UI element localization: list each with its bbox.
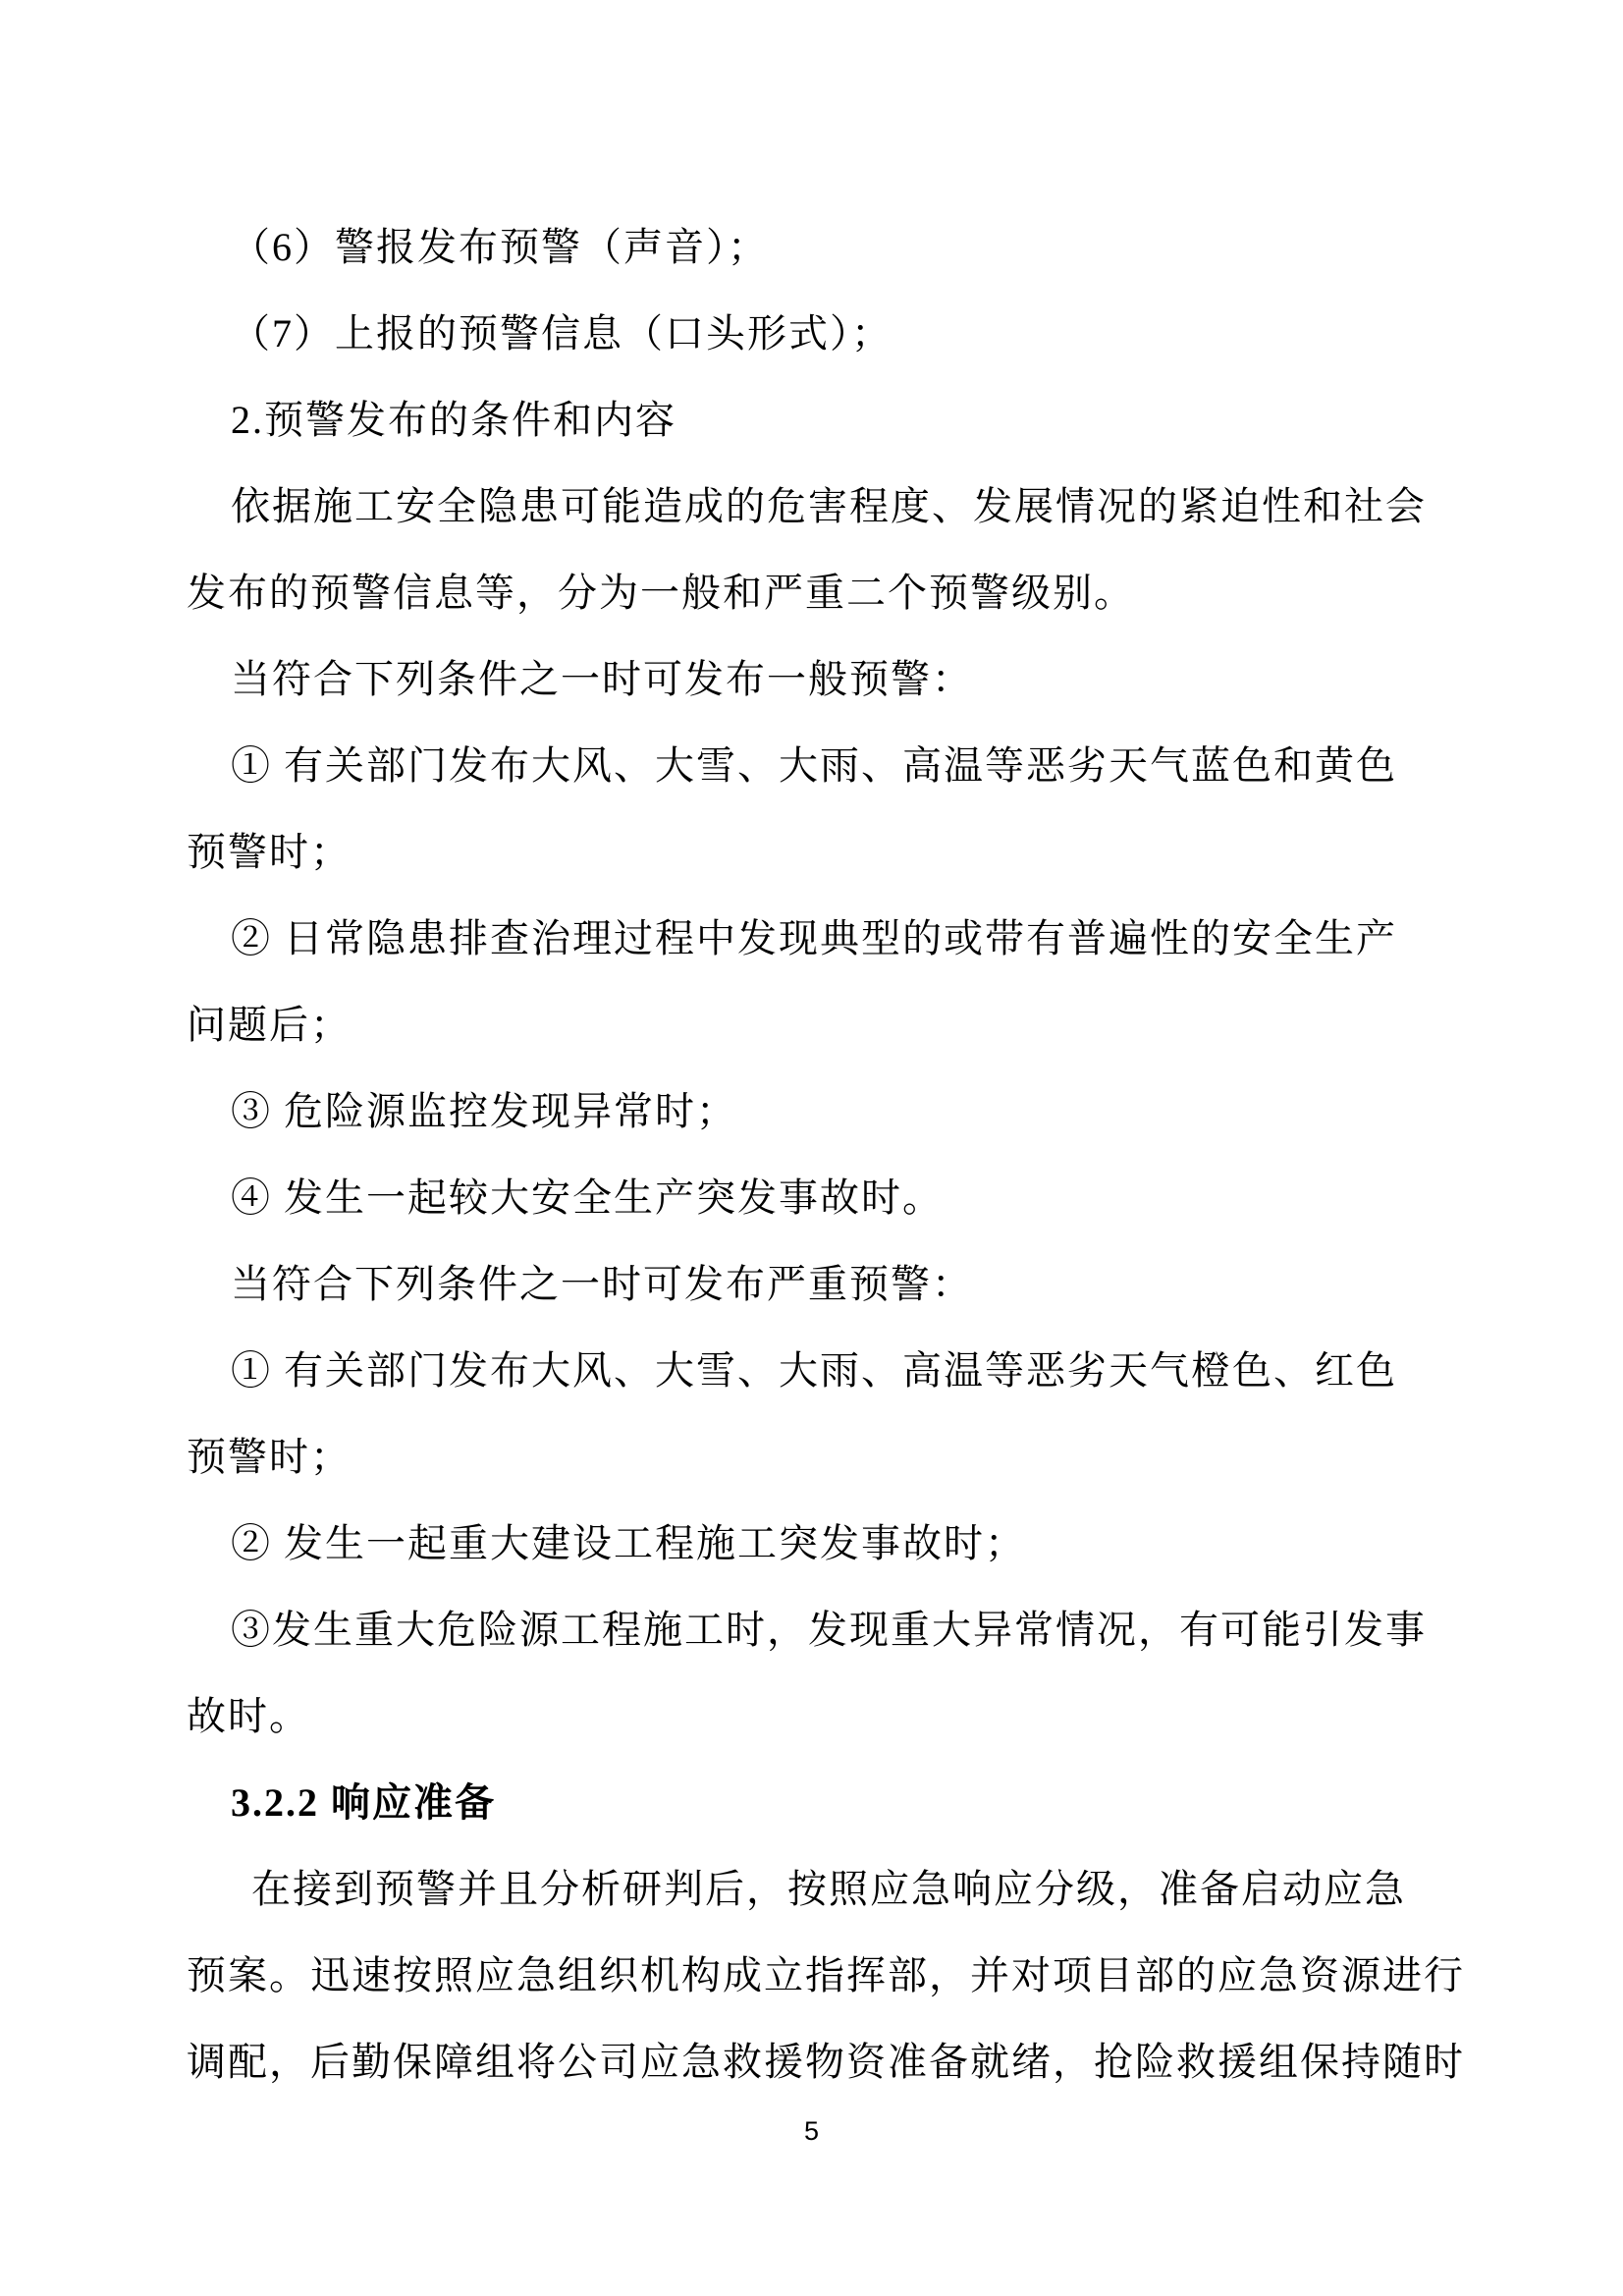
subheading-2: 2.预警发布的条件和内容	[231, 398, 676, 442]
list-item-continuation: 预警时；	[187, 830, 352, 874]
paragraph-line: 在接到预警并且分析研判后，按照应急响应分级，准备启动应急	[251, 1867, 1406, 1911]
paragraph-line: 发布的预警信息等，分为一般和严重二个预警级别。	[187, 571, 1135, 615]
list-item-circle-1: ① 有关部门发布大风、大雪、大雨、高温等恶劣天气蓝色和黄色	[231, 743, 1397, 788]
list-item-7: （7）上报的预警信息（口头形式）；	[231, 311, 893, 355]
list-item-circle-3: ③ 危险源监控发现异常时；	[231, 1089, 737, 1133]
page-number: 5	[803, 2116, 820, 2146]
list-item-continuation: 预警时；	[187, 1435, 352, 1479]
page-footer	[0, 2113, 1623, 2149]
document-body	[187, 204, 1492, 2105]
list-item-continuation: 故时。	[187, 1694, 310, 1738]
paragraph-line: 预案。迅速按照应急组织机构成立指挥部，并对项目部的应急资源进行	[187, 1953, 1465, 1997]
paragraph-line: 调配，后勤保障组将公司应急救援物资准备就绪，抢险救援组保持随时	[187, 2040, 1465, 2084]
list-item-circle-3: ③发生重大危险源工程施工时，发现重大异常情况，有可能引发事	[231, 1608, 1427, 1652]
paragraph-line: 当符合下列条件之一时可发布严重预警：	[231, 1262, 973, 1306]
list-item-circle-1: ① 有关部门发布大风、大雪、大雨、高温等恶劣天气橙色、红色	[231, 1348, 1397, 1393]
section-heading-3-2-2: 3.2.2 响应准备	[231, 1780, 496, 1825]
paragraph-line: 依据施工安全隐患可能造成的危害程度、发展情况的紧迫性和社会	[231, 484, 1427, 528]
list-item-circle-2: ② 发生一起重大建设工程施工突发事故时；	[231, 1521, 1026, 1565]
list-item-continuation: 问题后；	[187, 1003, 352, 1047]
list-item-circle-2: ② 日常隐患排查治理过程中发现典型的或带有普遍性的安全生产	[231, 916, 1397, 960]
paragraph-line: 当符合下列条件之一时可发布一般预警：	[231, 657, 973, 701]
list-item-6: （6）警报发布预警（声音）；	[231, 225, 769, 269]
list-item-circle-4: ④ 发生一起较大安全生产突发事故时。	[231, 1175, 944, 1220]
